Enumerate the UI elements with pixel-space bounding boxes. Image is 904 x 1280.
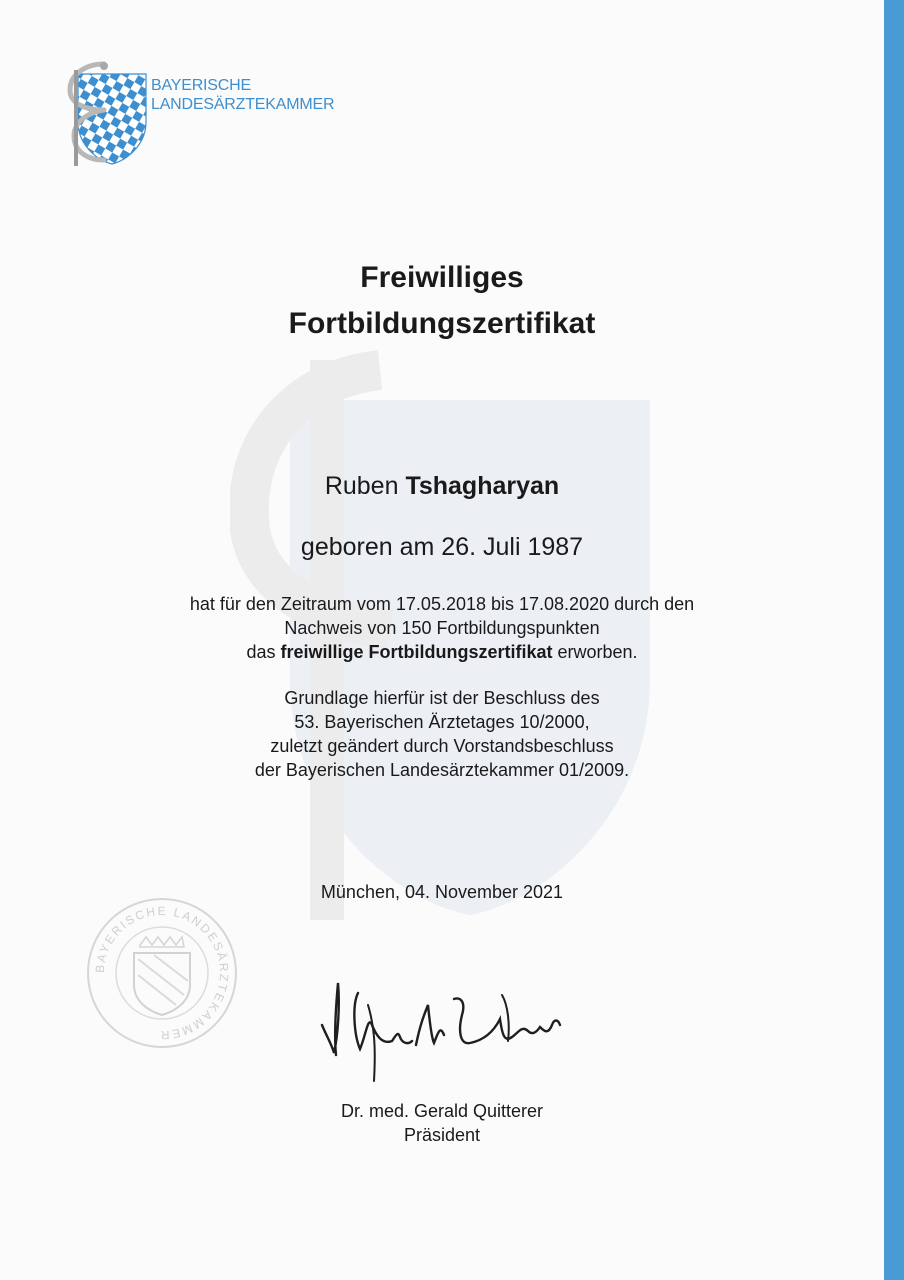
statement-line2: Nachweis von 150 Fortbildungspunkten bbox=[284, 618, 600, 638]
legal-basis-line4: der Bayerischen Landesärztekammer 01/2009. bbox=[254, 760, 630, 780]
legal-basis bbox=[0, 686, 884, 782]
statement-line3-post: erworben. bbox=[552, 642, 638, 662]
embossed-seal-icon bbox=[84, 895, 240, 1051]
legal-basis-line2: 53. Bayerischen Ärztetages 10/2000, bbox=[294, 712, 590, 732]
organization-name-line1: BAYERISCHE bbox=[151, 77, 251, 94]
legal-basis-line3: zuletzt geändert durch Vorstandsbeschluss bbox=[270, 736, 614, 756]
signatory-role: Präsident bbox=[403, 1125, 481, 1145]
organization-name-line2: LANDESÄRZTEKAMMER bbox=[151, 96, 335, 113]
organization-name bbox=[151, 76, 334, 114]
recipient-last-name: Tshagharyan bbox=[405, 472, 560, 500]
seal-text: BAYERISCHE LANDESÄRZTEKAMMER bbox=[92, 903, 232, 1043]
certificate-title-line2: Fortbildungszertifikat bbox=[288, 307, 596, 340]
right-edge-bar bbox=[884, 0, 904, 1280]
recipient-first-name: Ruben bbox=[324, 472, 399, 500]
place-and-date: München, 04. November 2021 bbox=[320, 882, 564, 902]
signatory-block bbox=[0, 1099, 884, 1147]
bavarian-crest-icon bbox=[64, 60, 148, 170]
signatory-name: Dr. med. Gerald Quitterer bbox=[340, 1101, 544, 1121]
certificate-title-line1: Freiwilliges bbox=[360, 261, 524, 294]
legal-basis-line1: Grundlage hierfür ist der Beschluss des bbox=[284, 688, 600, 708]
statement-line1: hat für den Zeitraum vom 17.05.2018 bis 17.08.2020 durch den bbox=[189, 594, 695, 614]
statement-line3-pre: das bbox=[246, 642, 281, 662]
certificate-title bbox=[0, 255, 884, 347]
svg-text:BAYERISCHE LANDESÄRZTEKAMMER bbox=[93, 904, 231, 1042]
signature bbox=[312, 975, 572, 1085]
recipient-name bbox=[0, 470, 884, 502]
statement-line3 bbox=[0, 640, 884, 664]
header-logo bbox=[64, 60, 364, 170]
certificate-statement bbox=[0, 592, 884, 664]
birth-date: geboren am 26. Juli 1987 bbox=[300, 533, 584, 561]
statement-line3-bold: freiwillige Fortbildungszertifikat bbox=[280, 642, 553, 662]
